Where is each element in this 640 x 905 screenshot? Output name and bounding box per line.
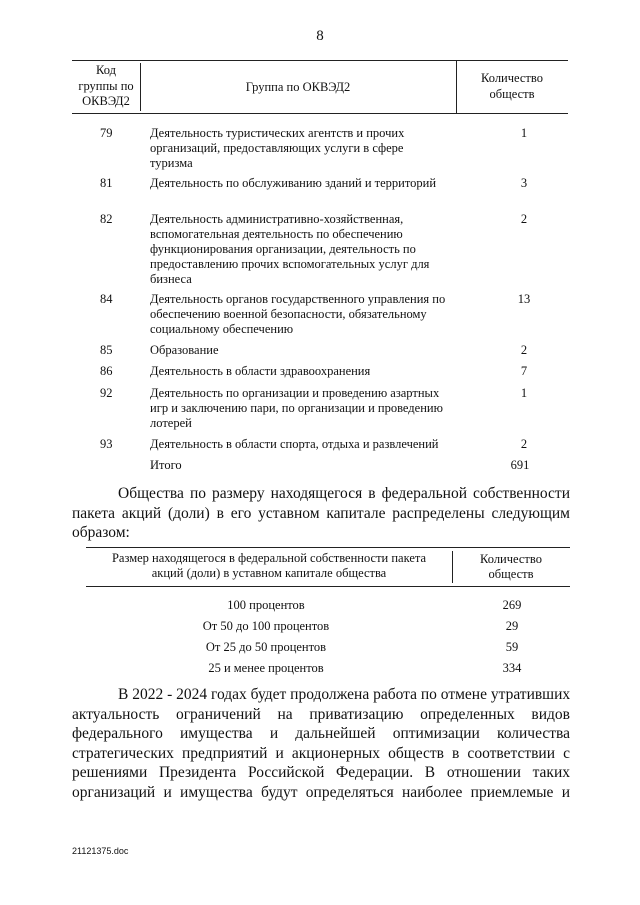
row-size: От 25 до 50 процентов — [205, 640, 327, 654]
row-code: 93 — [100, 437, 113, 451]
paragraph-distribution: Общества по размеру находящегося в федеральной собственности пакета акций (доли) в его уставном капитале распределены следующим образом: — [72, 485, 570, 541]
page-number: 8 — [316, 28, 324, 44]
row-size: 100 процентов — [227, 598, 305, 612]
row-code: 82 — [100, 212, 113, 226]
stake-size-table — [86, 547, 570, 675]
row-count: 2 — [520, 212, 528, 226]
row-count: 269 — [502, 598, 522, 612]
row-name: Деятельность в области спорта, отдыха и развлечений — [150, 437, 439, 451]
row-count: 59 — [505, 640, 519, 654]
row-name: Деятельность по организации и проведению азартных игр и заключению пари, по организации и проведению лотерей — [150, 386, 443, 430]
row-code: 86 — [100, 364, 113, 378]
header-group: Группа по ОКВЭД2 — [140, 61, 457, 113]
row-count: 7 — [520, 364, 528, 378]
row-code: 79 — [100, 126, 113, 140]
row-count: 29 — [505, 619, 519, 633]
row-size: От 50 до 100 процентов — [202, 619, 330, 633]
row-code: 92 — [100, 386, 113, 400]
header-stake-size: Размер находящегося в федеральной собственности пакета акций (доли) в уставном капитале общества — [86, 551, 453, 583]
okved-table-header — [72, 60, 568, 114]
header-code: Код группы по ОКВЭД2 — [72, 63, 141, 111]
document-filename: 21121375.doc — [72, 846, 129, 856]
row-name: Образование — [150, 343, 219, 357]
row-code: 84 — [100, 292, 113, 306]
row-count: 13 — [517, 292, 531, 306]
row-name: Деятельность органов государственного управления по обеспечению военной безопасности, обязательному социальному обеспечению — [150, 292, 446, 336]
header-count: Количество обществ — [480, 552, 542, 581]
total-label: Итого — [150, 458, 182, 472]
row-count: 3 — [520, 176, 528, 190]
row-code: 81 — [100, 176, 113, 190]
row-count: 1 — [520, 126, 528, 140]
row-count: 2 — [520, 343, 528, 357]
row-name: Деятельность административно-хозяйственная, вспомогательная деятельность по обеспечению функционирования организации, деятельность по предоставлению прочих вспомогательных услуг для бизнеса — [150, 212, 430, 286]
row-count: 1 — [520, 386, 528, 400]
row-code: 85 — [100, 343, 113, 357]
row-name: Деятельность в области здравоохранения — [150, 364, 371, 378]
total-count: 691 — [510, 458, 530, 472]
row-name: Деятельность по обслуживанию зданий и территорий — [150, 176, 437, 190]
row-count: 2 — [520, 437, 528, 451]
paragraph-privatization: В 2022 - 2024 годах будет продолжена работа по отмене утративших актуальность ограничений на приватизацию определенных видов федерального имущества и дальнейшей оптимизации количества стратегических предприятий и акционерных обществ в соответствии с решениями Президента Российской Федерации. В отношении таких организаций и имущества будут определяться наиболее приемлемые и — [72, 686, 571, 801]
okved-table — [72, 60, 568, 472]
row-count: 334 — [502, 661, 522, 675]
row-name: Деятельность туристических агентств и прочих организаций, предоставляющих услуги в сфере туризма — [150, 126, 405, 170]
stake-size-table-header — [86, 547, 570, 587]
row-size: 25 и менее процентов — [208, 661, 324, 675]
header-count: Количество обществ — [481, 71, 543, 101]
